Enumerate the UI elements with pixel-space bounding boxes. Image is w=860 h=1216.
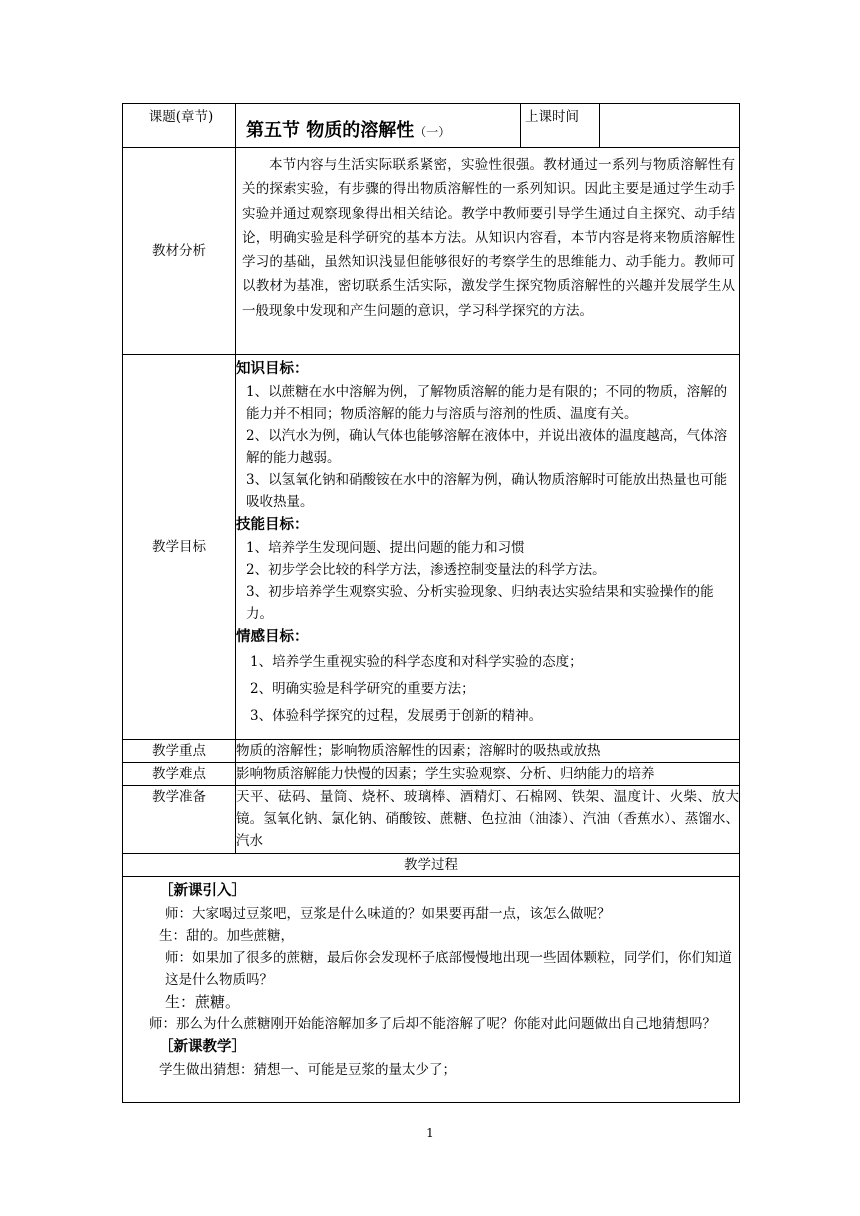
skill-heading: 技能目标：: [236, 516, 309, 533]
skill-item: 2、初步学会比较的科学方法，渗透控制变量法的科学方法。: [246, 562, 606, 578]
process-row: [123, 877, 740, 1103]
process-heading: 教学过程: [123, 854, 740, 877]
lesson-title: 第五节 物质的溶解性: [246, 120, 415, 141]
process-line: 生：蔗糖。: [165, 993, 241, 1011]
process-cell: [123, 877, 740, 1103]
objectives-cell: [236, 355, 740, 740]
knowledge-item: 2、以汽水为例，确认气体也能够溶解在液体中，并说出液体的温度越高，气体溶解的能力越弱。: [246, 428, 728, 466]
process-line: 师：那么为什么蔗糖刚开始能溶解加多了后却不能溶解了呢？你能对此问题做出自己地猜想吗？: [149, 1016, 716, 1032]
skill-item: 3、初步培养学生观察实验、分析实验现象、归纳表达实验结果和实验操作的能力。: [246, 584, 714, 622]
material-analysis-row: [123, 148, 740, 355]
difficulties-text: 影响物质溶解能力快慢的因素；学生实验观察、分析、归纳能力的培养: [236, 763, 740, 786]
process-line: 师：大家喝过豆浆吧，豆浆是什么味道的？如果要再甜一点，该怎么做呢？: [165, 906, 611, 922]
material-analysis-label: 教材分析: [123, 148, 236, 355]
skill-item: 1、培养学生发现问题、提出问题的能力和习惯: [246, 540, 525, 556]
preparation-label: 教学准备: [123, 786, 236, 854]
chapter-label: 课题(章节): [123, 104, 236, 148]
objectives-row: [123, 355, 740, 740]
preparation-row: [123, 786, 740, 854]
time-value: [600, 104, 740, 148]
process-line: 师：如果加了很多的蔗糖，最后你会发现杯子底部慢慢地出现一些固体颗粒，同学们，你们知道这是什么物质吗？: [165, 950, 732, 988]
objectives-label: 教学目标: [123, 355, 236, 740]
header-row: [123, 104, 740, 148]
knowledge-item: 3、以氢氧化钠和硝酸铵在水中的溶解为例，确认物质溶解时可能放出热量也可能吸收热量。: [246, 472, 728, 510]
lesson-plan-table: [122, 103, 740, 1103]
material-analysis-text: 本节内容与生活实际联系紧密，实验性很强。教材通过一系列与物质溶解性有关的探索实验，有步骤的得出物质溶解性的一系列知识。因此主要是通过学生动手实验并通过观察现象得出相关结论。教学中教师要引导学生通过自主探究、动手结论，明确实验是科学研究的基本方法。从知识内容看，本节内容是将来物质溶解性学习的基础，虽然知识浅显但能够很好的考察学生的思维能力、动手能力。教师可以教材为基准，密切联系生活实际，激发学生探究物质溶解性的兴趣并发展学生从一般现象中发现和产生问题的意识，学习科学探究的方法。: [242, 157, 736, 319]
difficulties-row: [123, 763, 740, 786]
lesson-title-cell: [236, 104, 521, 148]
process-heading-row: [123, 854, 740, 877]
process-line: ［新课教学］: [159, 1038, 246, 1055]
key-points-label: 教学重点: [123, 740, 236, 763]
key-points-text: 物质的溶解性；影响物质溶解性的因素；溶解时的吸热或放热: [236, 740, 740, 763]
lesson-title-suffix: （一）: [414, 125, 451, 139]
material-analysis-cell: [236, 148, 740, 355]
knowledge-heading: 知识目标：: [236, 360, 309, 377]
emotion-item: 3、体验科学探究的过程，发展勇于创新的精神。: [250, 708, 543, 724]
emotion-heading: 情感目标：: [236, 628, 309, 645]
time-label: 上课时间: [521, 104, 600, 148]
process-line: 学生做出猜想：猜想一、可能是豆浆的量太少了；: [159, 1062, 456, 1078]
process-line: 生：甜的。加些蔗糖，: [159, 928, 294, 944]
preparation-text: 天平、砝码、量筒、烧杯、玻璃棒、酒精灯、石棉网、铁架、温度计、火柴、放大镜。氢氧化钠、氯化钠、硝酸铵、蔗糖、色拉油（油漆）、汽油（香蕉水）、蒸馏水、汽水: [236, 786, 740, 854]
emotion-item: 1、培养学生重视实验的科学态度和对科学实验的态度；: [250, 654, 583, 670]
process-line: ［新课引入］: [159, 882, 246, 899]
page-number: 1: [426, 1126, 434, 1140]
knowledge-item: 1、以蔗糖在水中溶解为例，了解物质溶解的能力是有限的；不同的物质，溶解的能力并不相同；物质溶解的能力与溶质与溶剂的性质、温度有关。: [246, 384, 728, 422]
emotion-item: 2、明确实验是科学研究的重要方法；: [250, 681, 475, 697]
difficulties-label: 教学难点: [123, 763, 236, 786]
key-points-row: [123, 740, 740, 763]
